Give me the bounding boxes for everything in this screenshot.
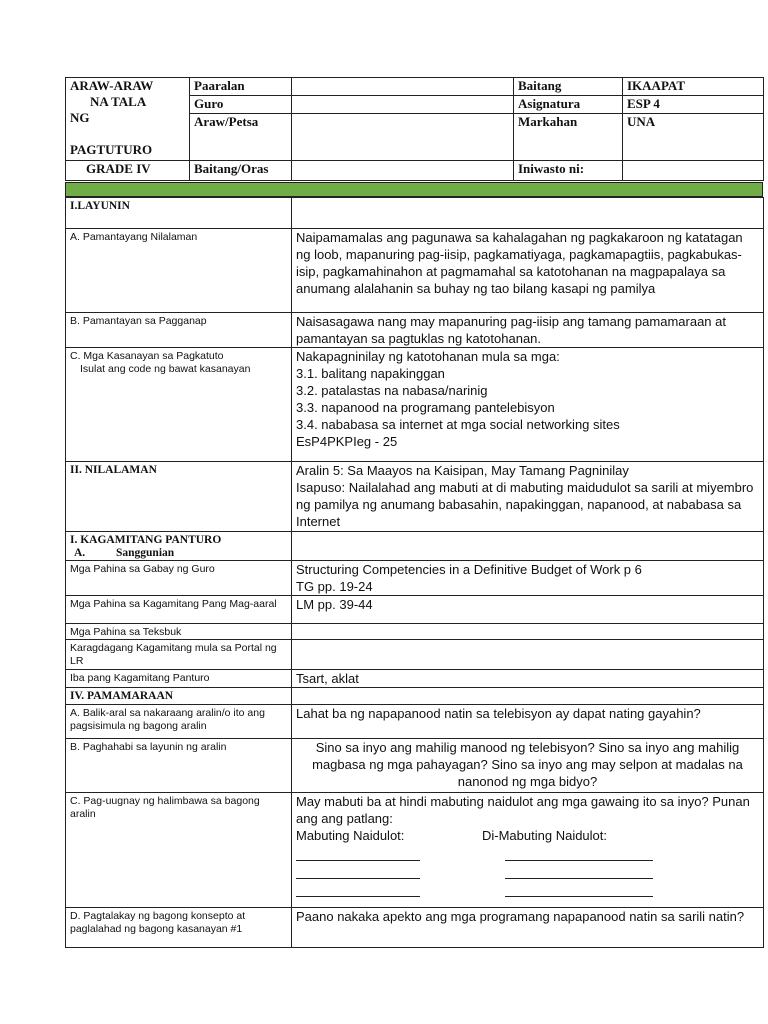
table-row — [66, 670, 764, 688]
portal-value[interactable] — [292, 640, 764, 670]
balik-aral-text: Lahat ba ng napapanood natin sa telebisyon ay dapat nating gayahin? — [292, 705, 764, 739]
table-row — [66, 561, 764, 596]
answer-blanks — [296, 846, 759, 900]
iniwasto-value[interactable] — [623, 161, 764, 181]
baitang-oras-value[interactable] — [292, 161, 514, 181]
section-divider-bar — [65, 182, 763, 197]
table-row — [66, 229, 764, 313]
nilalaman-heading: II. NILALAMAN — [66, 462, 292, 532]
asignatura-value: ESP 4 — [623, 96, 764, 114]
dimabuti-label: Di-Mabuting Naidulot: — [482, 828, 608, 843]
table-row — [66, 348, 764, 462]
kagamitan-value[interactable] — [292, 532, 764, 561]
pamantayang-nilalaman-text: Naipamamalas ang pagunawa sa kahalagahan ng pagkakaroon ng katatagan ng loob, mapanuring pag-iisip, pagkamatiyaga, pagkamapagtiis, pagkabukas-isip, pagkamahinahon at pagmamahal sa katotohanan na magpapalaya sa anumang alalahanin sa buhay ng tao bilang kasapi ng pamilya — [292, 229, 764, 313]
asignatura-label: Asignatura — [514, 96, 623, 114]
baitang-label: Baitang — [514, 78, 623, 96]
pamamaraan-heading: IV. PAMAMARAAN — [66, 688, 292, 705]
kagamitan-heading: I. KAGAMITANG PANTURO A. Sanggunian — [66, 532, 292, 561]
table-row — [66, 624, 764, 640]
iba-text: Tsart, aklat — [292, 670, 764, 688]
table-row — [66, 462, 764, 532]
baitang-oras-label: Baitang/Oras — [190, 161, 292, 181]
gabay-label: Mga Pahina sa Gabay ng Guro — [66, 561, 292, 596]
pamantayan-pagganap-text: Naisasagawa nang may mapanuring pag-iisip ang tamang pamamaraan at pamantayan sa pagtuklas ng katotohanan. — [292, 313, 764, 348]
mabuti-blank[interactable] — [296, 882, 420, 897]
teksbuk-label: Mga Pahina sa Teksbuk — [66, 624, 292, 640]
paghahabi-text: Sino sa inyo ang mahilig manood ng telebisyon? Sino sa inyo ang mahilig magbasa ng mga pahayagan? Sino sa inyo ang may selpon at madalas na nanonod ng mga bidyo? — [292, 739, 764, 793]
gabay-text: Structuring Competencies in a Definitive Budget of Work p 6 TG pp. 19-24 — [292, 561, 764, 596]
nilalaman-text: Aralin 5: Sa Maayos na Kaisipan, May Tamang Pagninilay Isapuso: Nailalahad ang mabuti at di mabuting maidudulot sa sarili at miyembro ng pamilya ng anumang babasahin, napakinggan, napanood, at nababasa sa Internet — [292, 462, 764, 532]
layunin-value[interactable] — [292, 198, 764, 229]
markahan-label: Markahan — [514, 114, 623, 161]
paaralan-value[interactable] — [292, 78, 514, 96]
dimabuti-blank[interactable] — [505, 864, 653, 879]
iba-label: Iba pang Kagamitang Panturo — [66, 670, 292, 688]
kasanayan-label: C. Mga Kasanayan sa Pagkatuto Isulat ang code ng bawat kasanayan — [66, 348, 292, 462]
table-row — [66, 640, 764, 670]
table-row — [66, 313, 764, 348]
paguugnay-label: C. Pag-uugnay ng halimbawa sa bagong aralin — [66, 793, 292, 908]
pamamaraan-value[interactable] — [292, 688, 764, 705]
table-row — [66, 705, 764, 739]
mabuti-blank[interactable] — [296, 864, 420, 879]
header-table — [65, 77, 764, 181]
table-row — [66, 739, 764, 793]
araw-petsa-label: Araw/Petsa — [190, 114, 292, 161]
pamantayang-nilalaman-label: A. Pamantayang Nilalaman — [66, 229, 292, 313]
paghahabi-label: B. Paghahabi sa layunin ng aralin — [66, 739, 292, 793]
pagtalakay-text: Paano nakaka apekto ang mga programang napapanood natin sa sarili natin? — [292, 908, 764, 948]
portal-label: Karagdagang Kagamitang mula sa Portal ng LR — [66, 640, 292, 670]
markahan-value: UNA — [623, 114, 764, 161]
pagtalakay-label: D. Pagtalakay ng bagong konsepto at paglalahad ng bagong kasanayan #1 — [66, 908, 292, 948]
table-row — [66, 793, 764, 908]
araw-petsa-value[interactable] — [292, 114, 514, 161]
mabuti-blank[interactable] — [296, 846, 420, 861]
dimabuti-blank[interactable] — [505, 846, 653, 861]
table-row — [66, 688, 764, 705]
paguugnay-text: May mabuti ba at hindi mabuting naidulot ang mga gawaing ito sa inyo? Punan ang ang patlang: Mabuting Naidulot: Di-Mabuting Naidulot: — [292, 793, 764, 908]
kasanayan-text: Nakapagninilay ng katotohanan mula sa mga: 3.1. balitang napakinggan 3.2. patalastas na nabasa/narinig 3.3. napanood na programang pantelebisyon 3.4. nababasa sa internet at mga social networking sites EsP4PKPIeg - 25 — [292, 348, 764, 462]
document-title: ARAW-ARAW NA TALA NG PAGTUTURO — [66, 78, 190, 161]
guro-label: Guro — [190, 96, 292, 114]
dimabuti-blank[interactable] — [505, 882, 653, 897]
lm-label: Mga Pahina sa Kagamitang Pang Mag-aaral — [66, 596, 292, 624]
layunin-heading: I.LAYUNIN — [66, 198, 292, 229]
pamantayan-pagganap-label: B. Pamantayan sa Pagganap — [66, 313, 292, 348]
iniwasto-label: Iniwasto ni: — [514, 161, 623, 181]
balik-aral-label: A. Balik-aral sa nakaraang aralin/o ito ang pagsisimula ng bagong aralin — [66, 705, 292, 739]
guro-value[interactable] — [292, 96, 514, 114]
lesson-table — [65, 197, 764, 948]
grade-label: GRADE IV — [66, 161, 190, 181]
table-row — [66, 596, 764, 624]
paaralan-label: Paaralan — [190, 78, 292, 96]
table-row — [66, 198, 764, 229]
teksbuk-value[interactable] — [292, 624, 764, 640]
mabuti-label: Mabuting Naidulot: — [296, 828, 405, 843]
table-row — [66, 532, 764, 561]
lm-text: LM pp. 39-44 — [292, 596, 764, 624]
table-row — [66, 908, 764, 948]
baitang-value: IKAAPAT — [623, 78, 764, 96]
